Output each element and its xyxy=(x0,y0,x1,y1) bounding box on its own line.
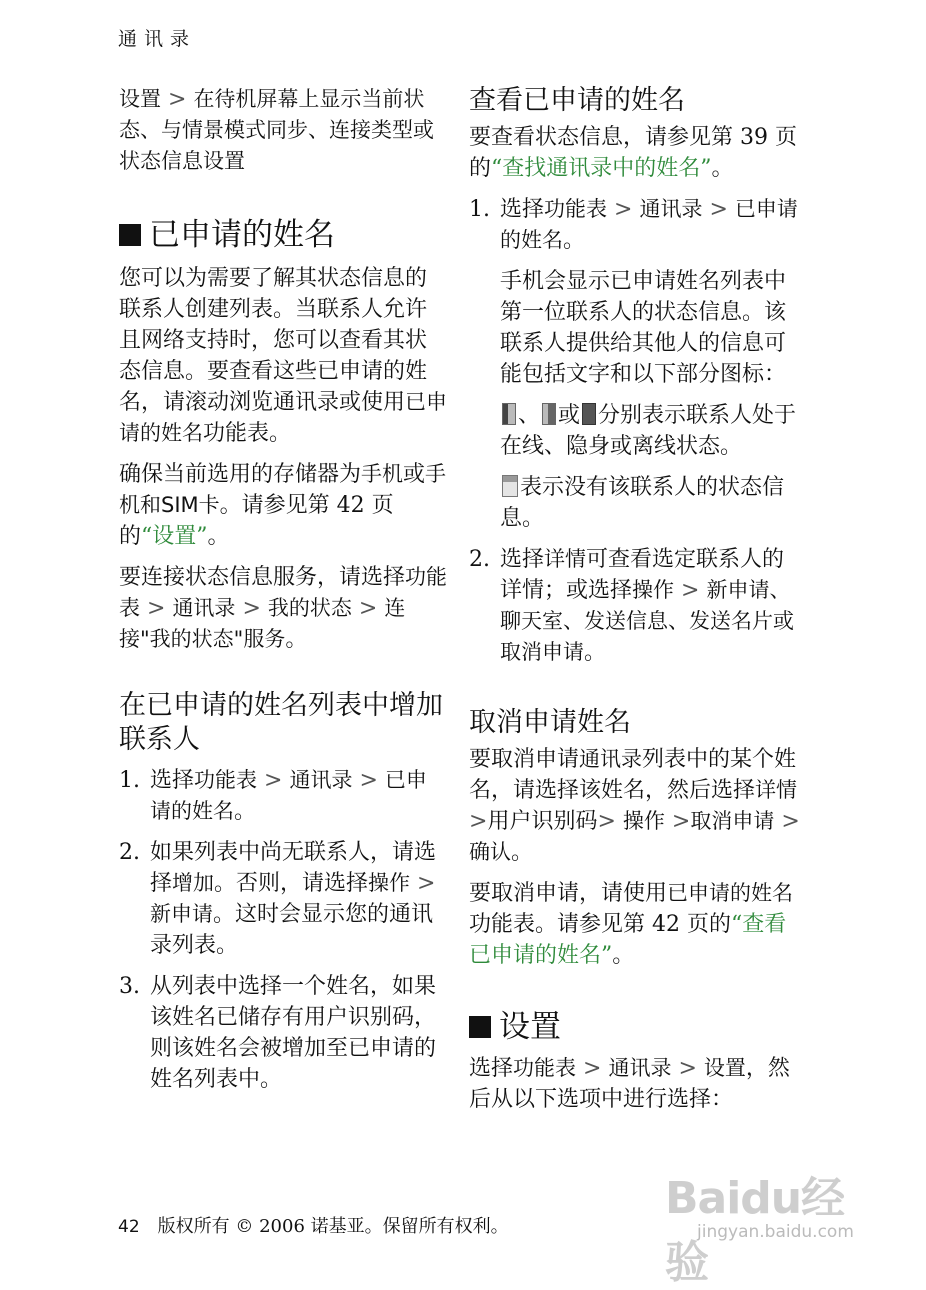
view-requested-steps xyxy=(469,194,801,668)
left-column xyxy=(119,84,447,1095)
intro-paragraph: 设置 > 在待机屏幕上显示当前状态、与情景模式同步、连接类型或状态信息设置 xyxy=(119,87,434,173)
section-heading-cancel-request: 取消申请姓名 xyxy=(469,707,631,738)
hidden-status-icon xyxy=(542,403,556,425)
list-item: 3. 从列表中选择一个姓名，如果该姓名已储存有用户识别码，则该姓名会被增加至已申请的姓名列表中。 xyxy=(119,974,437,1092)
list-item: 2. 选择详情可查看选定联系人的详情；或选择操作 > 新申请、聊天室、发送信息、发送名片或取消申请。 xyxy=(469,547,794,665)
list-item: 1. 选择功能表 > 通讯录 > 已申请的姓名。 xyxy=(119,768,427,824)
section-heading-requested-names: 已申请的姓名 xyxy=(119,215,447,255)
offline-status-icon xyxy=(582,403,596,425)
status-icons-paragraph: 、 或 分别表示联系人处于在线、隐身或离线状态。 xyxy=(500,403,797,459)
memory-paragraph: 确保当前选用的存储器为手机或手机和SIM卡。请参见第 42 页的“设置”。 xyxy=(119,462,447,549)
status-info-paragraph: 手机会显示已申请姓名列表中第一位联系人的状态信息。该联系人提供给其他人的信息可能包括文字和以下部分图标： xyxy=(500,269,787,387)
cancel-request-menu-paragraph: 要取消申请，请使用已申请的姓名功能表。请参见第 42 页的“查看已申请的姓名”。 xyxy=(469,881,794,968)
cancel-request-paragraph: 要取消申请通讯录列表中的某个姓名，请选择该姓名，然后选择详情>用户识别码> 操作 >取消申请 > 确认。 xyxy=(469,747,800,865)
no-status-paragraph: 表示没有该联系人的状态信息。 xyxy=(500,475,785,531)
section-heading-add-contacts: 在已申请的姓名列表中增加联系人 xyxy=(119,690,443,755)
section-heading-view-requested: 查看已申请的姓名 xyxy=(469,85,685,116)
view-requested-paragraph: 要查看状态信息，请参见第 39 页的“查找通讯录中的姓名”。 xyxy=(469,125,797,181)
page-number: 42 xyxy=(118,1217,140,1237)
page-footer xyxy=(118,1212,509,1238)
add-contacts-steps xyxy=(119,765,447,1095)
settings-paragraph: 选择功能表 > 通讯录 > 设置，然后从以下选项中进行选择： xyxy=(469,1056,790,1112)
list-item: 2. 如果列表中尚无联系人，请选择增加。否则，请选择操作 > 新申请。这时会显示您的通讯录列表。 xyxy=(119,840,437,958)
connect-service-paragraph: 要连接状态信息服务，请选择功能表 > 通讯录 > 我的状态 > 连接"我的状态"服务。 xyxy=(119,565,448,652)
link-settings[interactable]: “设置” xyxy=(141,524,208,549)
section-heading-settings: 设置 xyxy=(469,1007,801,1047)
link-view-requested[interactable]: “查看已申请的姓名” xyxy=(469,912,787,968)
link-find-names[interactable]: “查找通讯录中的姓名” xyxy=(491,156,712,181)
square-bullet-icon xyxy=(469,1016,491,1038)
baidu-watermark xyxy=(663,1158,873,1288)
copyright-text: 版权所有 © 2006 诺基亚。保留所有权利。 xyxy=(157,1216,509,1237)
list-item: 1. 选择功能表 > 通讯录 > 已申请的姓名。 手机会显示已申请姓名列表中第一位联系人的状态信息。该联系人提供给其他人的信息可能包括文字和以下部分图标： 、 或 分别表示联系人处于在线、隐身或离线状态。 表示没有该联系人的状态信息。 xyxy=(469,194,801,534)
watermark-brand: Baidu经验 xyxy=(665,1173,845,1288)
no-status-info-icon xyxy=(502,475,518,497)
requested-names-paragraph: 您可以为需要了解其状态信息的联系人创建列表。当联系人允许且网络支持时，您可以查看其状态信息。要查看这些已申请的姓名，请滚动浏览通讯录或使用已申请的姓名功能表。 xyxy=(119,266,448,446)
running-header: 通讯录 xyxy=(118,28,197,50)
online-status-icon xyxy=(502,403,516,425)
watermark-url: jingyan.baidu.com xyxy=(697,1222,854,1242)
square-bullet-icon xyxy=(119,224,141,246)
right-column xyxy=(469,84,801,1115)
